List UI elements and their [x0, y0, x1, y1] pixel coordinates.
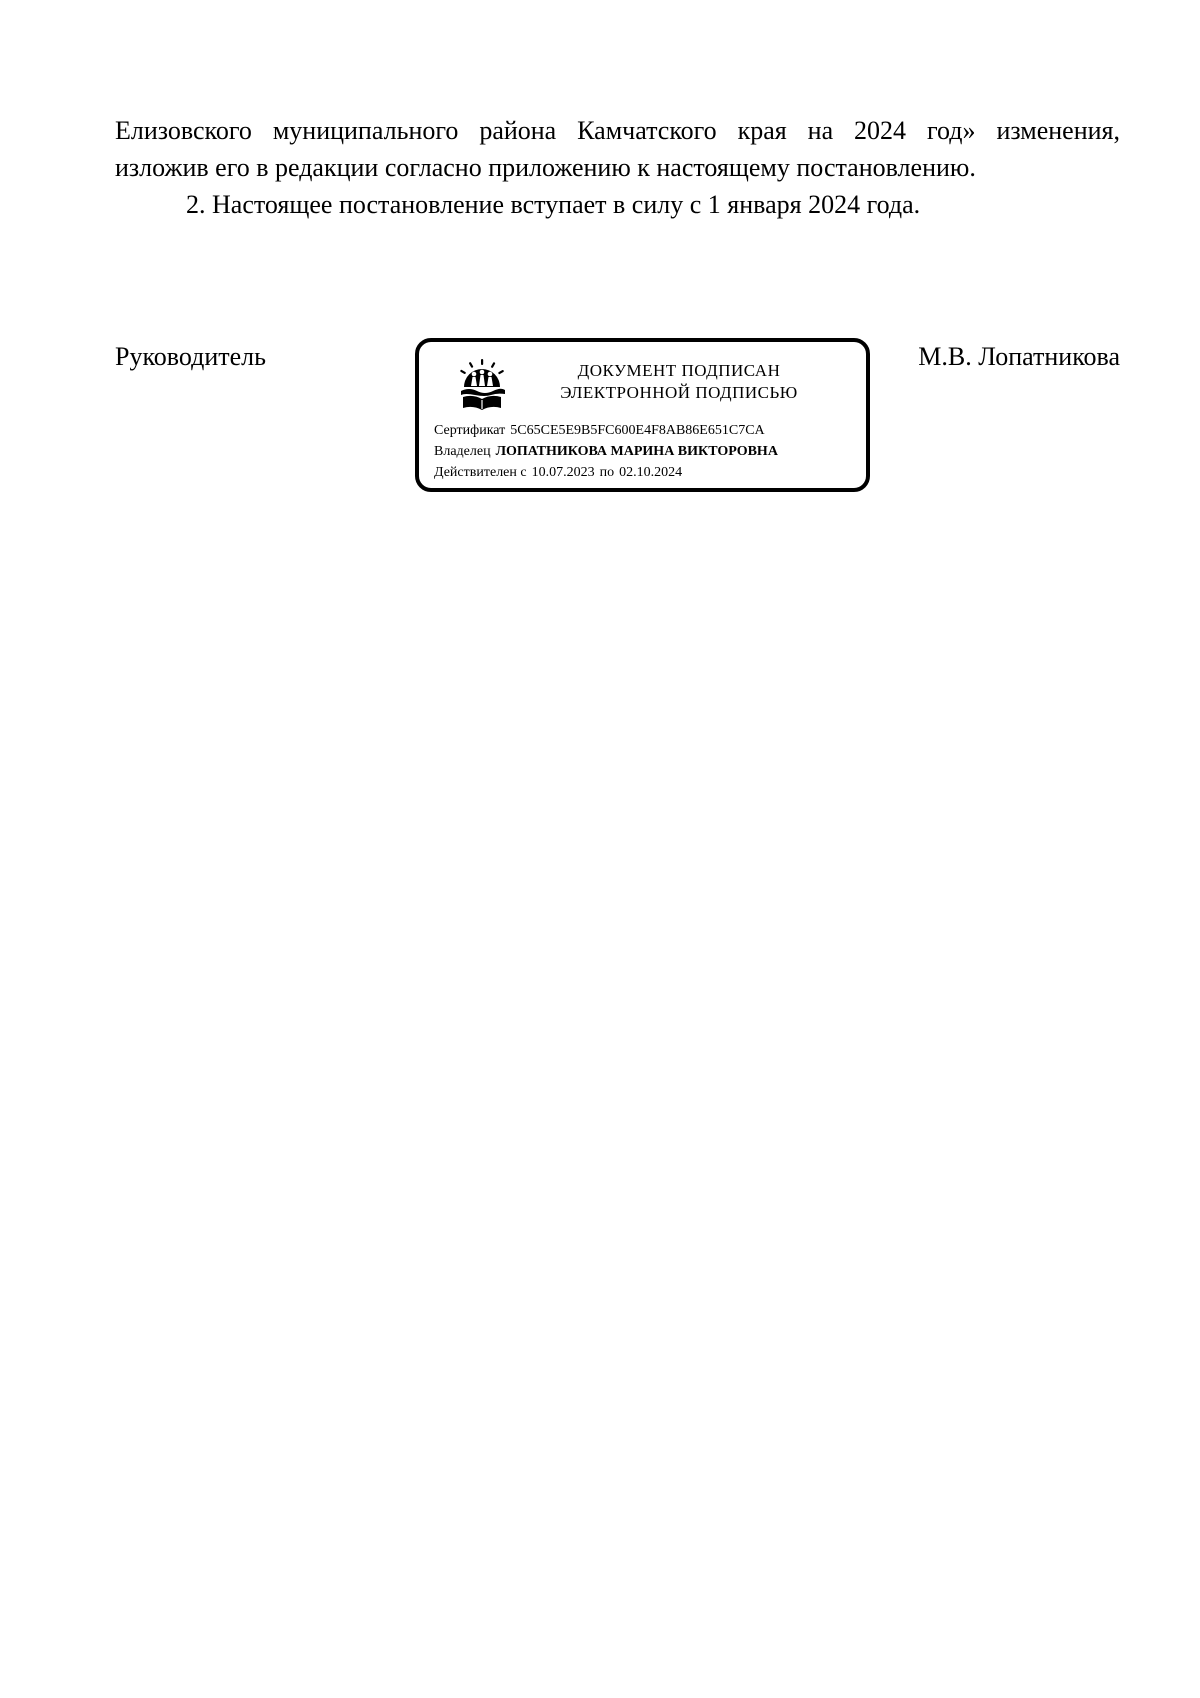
- paragraph-effective-date: 2. Настоящее постановление вступает в силу с 1 января 2024 года.: [186, 190, 921, 219]
- validity-line: [434, 462, 864, 483]
- signer-position: Руководитель: [115, 342, 266, 371]
- valid-to-date: 02.10.2024: [619, 465, 683, 480]
- certificate-label: Сертификат: [434, 423, 506, 438]
- stamp-details: [434, 420, 864, 483]
- paragraph-continuation-line2: изложив его в редакции согласно приложению к настоящему постановлению.: [115, 153, 976, 182]
- paragraph-continuation-line1: Елизовского муниципального района Камчатского края на 2024 год» изменения,: [115, 116, 1120, 145]
- signer-name: М.В. Лопатникова: [918, 342, 1120, 371]
- stamp-heading-line2: ЭЛЕКТРОННОЙ ПОДПИСЬЮ: [560, 383, 798, 402]
- certificate-value: 5C65CE5E9B5FC600E4F8AB86E651C7CA: [510, 423, 765, 438]
- certificate-line: [434, 420, 864, 441]
- valid-to-label: по: [599, 465, 615, 480]
- signature-block: [0, 338, 1200, 518]
- stamp-heading-line1: ДОКУМЕНТ ПОДПИСАН: [577, 361, 781, 380]
- electronic-signature-stamp: [415, 338, 870, 492]
- kamchatka-emblem-icon: [457, 359, 507, 411]
- valid-from-date: 10.07.2023: [531, 465, 595, 480]
- owner-value: ЛОПАТНИКОВА МАРИНА ВИКТОРОВНА: [495, 444, 778, 459]
- owner-label: Владелец: [434, 444, 491, 459]
- valid-from-label: Действителен с: [434, 465, 527, 480]
- owner-line: [434, 441, 864, 462]
- document-body: [115, 112, 1120, 223]
- stamp-heading: [514, 360, 844, 404]
